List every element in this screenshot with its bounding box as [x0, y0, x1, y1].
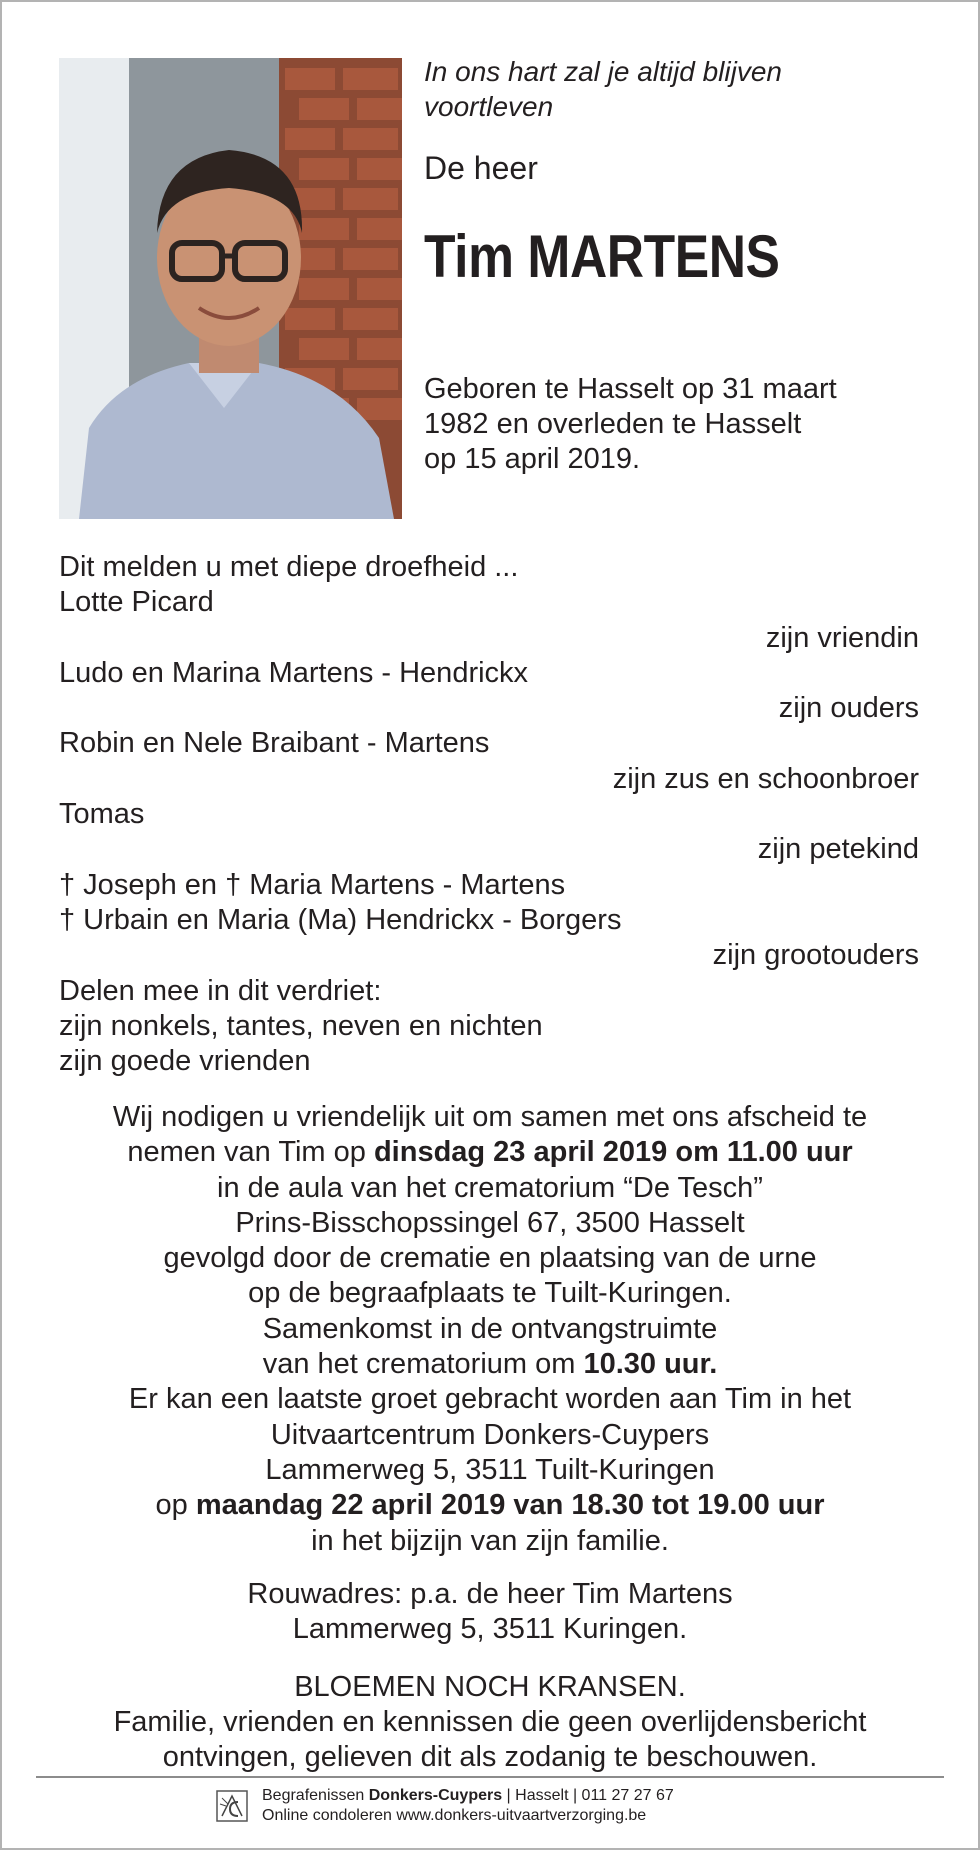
family-row: Tomas	[59, 798, 145, 831]
footer-line-1	[262, 1786, 674, 1806]
funeral-home-logo-icon	[216, 1790, 248, 1822]
family-row: Delen mee in dit verdriet:	[59, 974, 382, 1007]
family-row: Lotte Picard	[59, 586, 214, 619]
footer-contact: | Hasselt | 011 27 27 67	[502, 1787, 674, 1804]
ceremony-invitation	[50, 1100, 930, 1559]
footer-line-2[interactable]: Online condoleren www.donkers-uitvaartverzorging.be	[262, 1807, 647, 1824]
invite-text: Er kan een laatste groet gebracht worden aan Tim in het	[128, 1383, 852, 1416]
invite-text: Samenkomst in de ontvangstruimte	[262, 1312, 718, 1345]
address-line: Lammerweg 5, 3511 Kuringen.	[292, 1613, 688, 1645]
born-line: op 15 april 2019.	[424, 443, 641, 475]
family-row: † Urbain en Maria (Ma) Hendrickx - Borgers	[59, 903, 622, 936]
invite-text: Uitvaartcentrum Donkers-Cuypers	[270, 1418, 710, 1451]
flowers-line: BLOEMEN NOCH KRANSEN.	[294, 1671, 686, 1703]
honorific: De heer	[424, 150, 538, 186]
invite-line	[50, 1453, 930, 1488]
gathering-time: 10.30 uur.	[583, 1348, 718, 1381]
family-row: Dit melden u met diepe droefheid ...	[59, 551, 519, 583]
family-relation: zijn grootouders	[712, 939, 919, 972]
ceremony-datetime: dinsdag 23 april 2019 om 11.00 uur	[373, 1136, 853, 1169]
mourning-address	[50, 1577, 930, 1647]
address-line: Rouwadres: p.a. de heer Tim Martens	[247, 1578, 733, 1610]
invite-text: op	[155, 1489, 196, 1522]
invite-line	[50, 1100, 930, 1135]
invite-text: op de begraafplaats te Tuilt-Kuringen.	[248, 1277, 732, 1310]
family-relation: zijn vriendin	[765, 621, 919, 654]
flowers-line: ontvingen, gelieven dit als zodanig te beschouwen.	[162, 1741, 818, 1773]
invite-line	[50, 1382, 930, 1417]
family-row: zijn nonkels, tantes, neven en nichten	[59, 1009, 543, 1042]
invite-text: Prins-Bisschopssingel 67, 3500 Hasselt	[235, 1206, 745, 1239]
deceased-name: Tim MARTENS	[424, 223, 780, 290]
birth-death-info	[424, 372, 904, 477]
footer-divider	[36, 1776, 944, 1778]
invite-text: van het crematorium om	[262, 1348, 584, 1381]
invite-line	[50, 1206, 930, 1241]
invite-line	[50, 1347, 930, 1382]
born-line: Geboren te Hasselt op 31 maart	[424, 373, 837, 405]
family-row: † Joseph en † Maria Martens - Martens	[59, 868, 566, 901]
funeral-home-footer	[216, 1784, 776, 1834]
born-line: 1982 en overleden te Hasselt	[424, 408, 802, 440]
family-row: Robin en Nele Braibant - Martens	[59, 727, 490, 760]
family-relation: zijn petekind	[757, 833, 919, 866]
invite-text: gevolgd door de crematie en plaatsing van de urne	[163, 1242, 817, 1275]
invite-line	[50, 1171, 930, 1206]
invite-line	[50, 1135, 930, 1170]
footer-prefix: Begrafenissen	[262, 1787, 369, 1804]
invite-line	[50, 1418, 930, 1453]
family-relation: zijn zus en schoonbroer	[612, 762, 919, 795]
visitation-datetime: maandag 22 april 2019 van 18.30 tot 19.00 uur	[195, 1489, 825, 1522]
invite-text: nemen van Tim op	[127, 1136, 374, 1169]
portrait-photo	[59, 58, 402, 519]
flowers-line: Familie, vrienden en kennissen die geen overlijdensbericht	[113, 1706, 867, 1738]
invite-text: Lammerweg 5, 3511 Tuilt-Kuringen	[265, 1453, 715, 1486]
invite-line	[50, 1241, 930, 1276]
family-relation: zijn ouders	[778, 692, 919, 725]
family-row: zijn goede vrienden	[59, 1045, 311, 1078]
memorial-quote: In ons hart zal je altijd blijven voortleven	[424, 56, 782, 122]
invite-line	[50, 1524, 930, 1559]
family-row: Ludo en Marina Martens - Hendrickx	[59, 656, 529, 689]
invite-text: in de aula van het crematorium “De Tesch”	[217, 1171, 763, 1204]
invite-line	[50, 1312, 930, 1347]
invite-line	[50, 1488, 930, 1523]
invite-text: Wij nodigen u vriendelijk uit om samen met ons afscheid te	[112, 1101, 868, 1133]
footer-text	[262, 1786, 674, 1826]
invite-text: in het bijzijn van zijn familie.	[311, 1524, 669, 1557]
flowers-notice	[50, 1670, 930, 1775]
invite-line	[50, 1276, 930, 1311]
funeral-home-name: Donkers-Cuypers	[368, 1787, 503, 1804]
family-list	[59, 550, 919, 1079]
